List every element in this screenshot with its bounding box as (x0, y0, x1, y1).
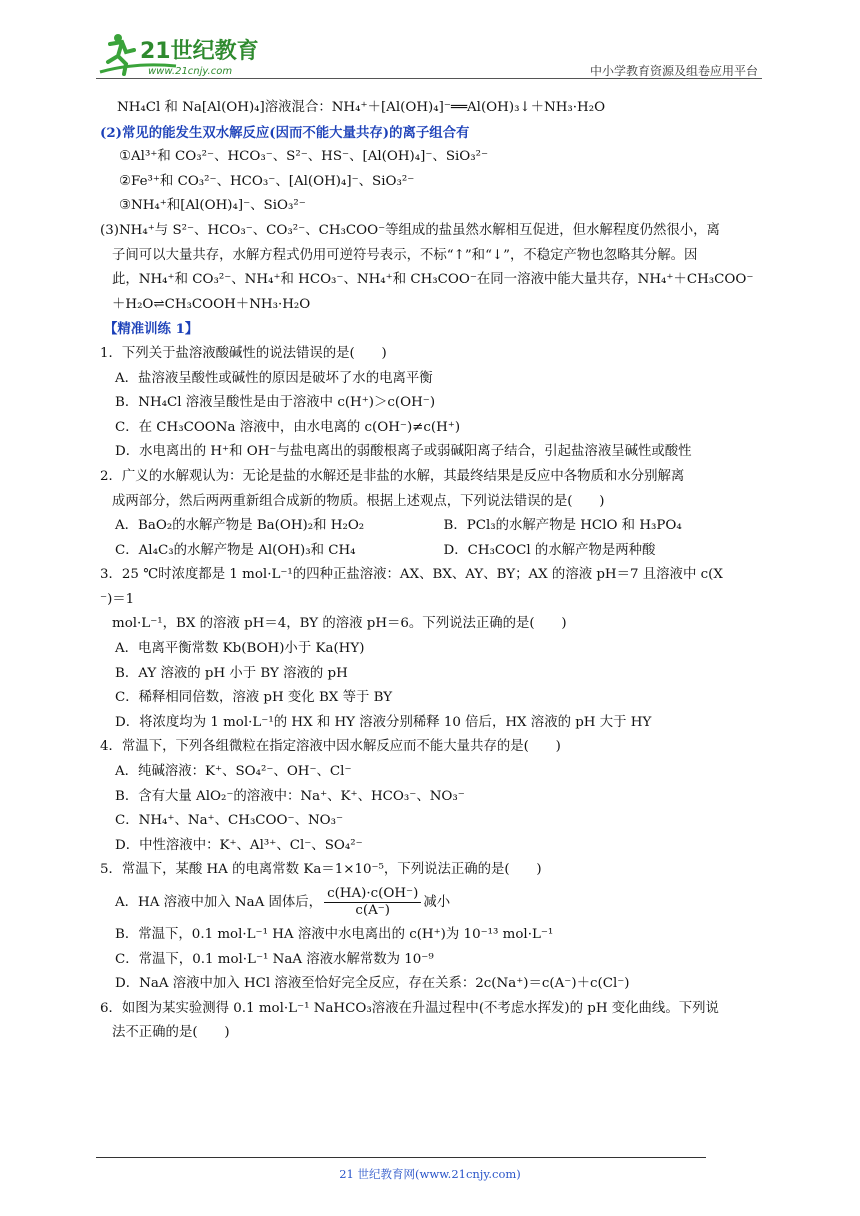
question-2-option-b: B．PCl₃的水解产物是 HClO 和 H₃PO₄ (443, 518, 682, 534)
header-divider (96, 78, 762, 79)
paragraph-3-line-1: (3)NH₄⁺与 S²⁻、HCO₃⁻、CO₃²⁻、CH₃COO⁻等组成的盐虽然水解相互促进，但水解程度仍然很小，离 (100, 222, 720, 238)
paragraph-3-line-4: ＋H₂O⇌CH₃COOH＋NH₃·H₂O (112, 296, 311, 312)
question-5-option-b: B．常温下，0.1 mol·L⁻¹ HA 溶液中水电离出的 c(H⁺)为 10⁻¹³ mol·L⁻¹ (115, 927, 554, 942)
question-3-stem-line-2: ⁻)＝1 (100, 591, 135, 607)
question-4-option-b: B．含有大量 AlO₂⁻的溶液中：Na⁺、K⁺、HCO₃⁻、NO₃⁻ (115, 788, 465, 804)
subheading-double-hydrolysis: (2)常见的能发生双水解反应(因而不能大量共存)的离子组合有 (100, 124, 470, 141)
question-5-option-c: C．常温下，0.1 mol·L⁻¹ NaA 溶液水解常数为 10⁻⁹ (115, 951, 434, 967)
question-3-stem-line-3: mol·L⁻¹，BX 的溶液 pH＝4，BY 的溶液 pH＝6。下列说法正确的是( ) (112, 616, 567, 632)
question-2-stem-line-2: 成两部分，然后两两重新组合成新的物质。根据上述观点，下列说法错误的是( ) (112, 493, 605, 509)
fraction-numerator: c(HA)·c(OH⁻) (324, 886, 421, 903)
ion-combo-2: ②Fe³⁺和 CO₃²⁻、HCO₃⁻、[Al(OH)₄]⁻、SiO₃²⁻ (119, 173, 415, 189)
question-1-option-b: B．NH₄Cl 溶液呈酸性是由于溶液中 c(H⁺)＞c(OH⁻) (115, 395, 436, 411)
question-5-option-d: D．NaA 溶液中加入 HCl 溶液至恰好完全反应，存在关系：2c(Na⁺)＝c(A⁻)＋c(Cl⁻) (115, 976, 630, 992)
ion-combo-1: ①Al³⁺和 CO₃²⁻、HCO₃⁻、S²⁻、HS⁻、[Al(OH)₄]⁻、SiO₃²⁻ (119, 149, 489, 165)
question-2-option-c: C．Al₄C₃的水解产物是 Al(OH)₃和 CH₄ (115, 542, 356, 558)
question-1-option-d: D．水电离出的 H⁺和 OH⁻与盐电离出的弱酸根离子或弱碱阳离子结合，引起盐溶液呈碱性或酸性 (115, 444, 692, 460)
svg-text:www.21cnjy.com: www.21cnjy.com (148, 66, 233, 77)
question-3-option-c: C．稀释相同倍数，溶液 pH 变化 BX 等于 BY (115, 690, 393, 706)
question-2-options-row-1 (112, 514, 772, 539)
question-3-option-b: B．AY 溶液的 pH 小于 BY 溶液的 pH (115, 665, 348, 681)
paragraph-3-line-3: 此，NH₄⁺和 CO₃²⁻、NH₄⁺和 HCO₃⁻、NH₄⁺和 CH₃COO⁻在同一溶液中能大量共存，NH₄⁺＋CH₃COO⁻ (112, 272, 754, 288)
question-6-stem-line-2: 法不正确的是( ) (112, 1025, 230, 1041)
page-header (96, 28, 762, 78)
question-4-option-c: C．NH₄⁺、Na⁺、CH₃COO⁻、NO₃⁻ (115, 813, 344, 829)
question-3-stem-line-1: 3．25 ℃时浓度都是 1 mol·L⁻¹的四种正盐溶液：AX、BX、AY、BY；AX 的溶液 pH＝7 且溶液中 c(X (100, 567, 723, 583)
section-title: 【精准训练 1】 (104, 321, 199, 338)
question-1-option-a: A．盐溶液呈酸性或碱性的原因是破坏了水的电离平衡 (115, 370, 433, 386)
footer-divider (96, 1157, 706, 1158)
site-logo (96, 32, 266, 78)
fraction-denominator: c(A⁻) (355, 903, 391, 918)
question-2-option-d: D．CH₃COCl 的水解产物是两种酸 (443, 542, 656, 558)
question-2-option-a: A．BaO₂的水解产物是 Ba(OH)₂和 H₂O₂ (115, 518, 365, 534)
equation-line: NH₄Cl 和 Na[Al(OH)₄]溶液混合：NH₄⁺＋[Al(OH)₄]⁻══Al(OH)₃↓＋NH₃·H₂O (117, 100, 606, 115)
question-2-options-row-2 (112, 539, 772, 564)
question-1-stem: 1．下列关于盐溶液酸碱性的说法错误的是( ) (100, 345, 387, 361)
ion-combo-3: ③NH₄⁺和[Al(OH)₄]⁻、SiO₃²⁻ (119, 198, 306, 214)
question-4-option-d: D．中性溶液中：K⁺、Al³⁺、Cl⁻、SO₄²⁻ (115, 837, 363, 853)
question-4-stem: 4．常温下，下列各组微粒在指定溶液中因水解反应而不能大量共存的是( ) (100, 739, 561, 755)
question-6-stem-line-1: 6．如图为某实验测得 0.1 mol·L⁻¹ NaHCO₃溶液在升温过程中(不考虑水挥发)的 pH 变化曲线。下列说 (100, 1000, 719, 1016)
svg-text:21世纪教育: 21世纪教育 (140, 39, 259, 64)
question-5-option-a-prefix: A．HA 溶液中加入 NaA 固体后， (115, 895, 323, 910)
question-1-option-c: C．在 CH₃COONa 溶液中，由水电离的 c(OH⁻)≠c(H⁺) (115, 419, 461, 435)
fraction (324, 886, 421, 919)
paragraph-3-line-2: 子间可以大量共存，水解方程式仍用可逆符号表示，不标“↑”和“↓”，不稳定产物也忽略其分解。因 (112, 247, 698, 263)
question-5-option-a-suffix: 减小 (423, 895, 451, 910)
question-3-option-d: D．将浓度均为 1 mol·L⁻¹的 HX 和 HY 溶液分别稀释 10 倍后，HX 溶液的 pH 大于 HY (115, 714, 652, 730)
question-2-stem-line-1: 2．广义的水解观认为：无论是盐的水解还是非盐的水解，其最终结果是反应中各物质和水分别解离 (100, 468, 685, 484)
question-3-option-a: A．电离平衡常数 Kb(BOH)小于 Ka(HY) (115, 641, 365, 657)
footer-link[interactable]: 21 世纪教育网(www.21cnjy.com) (339, 1167, 521, 1181)
question-4-option-a: A．纯碱溶液：K⁺、SO₄²⁻、OH⁻、Cl⁻ (115, 764, 352, 780)
document-body (100, 96, 772, 1046)
question-5-option-a (112, 883, 772, 923)
question-5-stem: 5．常温下，某酸 HA 的电离常数 Ka＝1×10⁻⁵，下列说法正确的是( ) (100, 862, 542, 878)
platform-name: 中小学教育资源及组卷应用平台 (589, 64, 758, 78)
